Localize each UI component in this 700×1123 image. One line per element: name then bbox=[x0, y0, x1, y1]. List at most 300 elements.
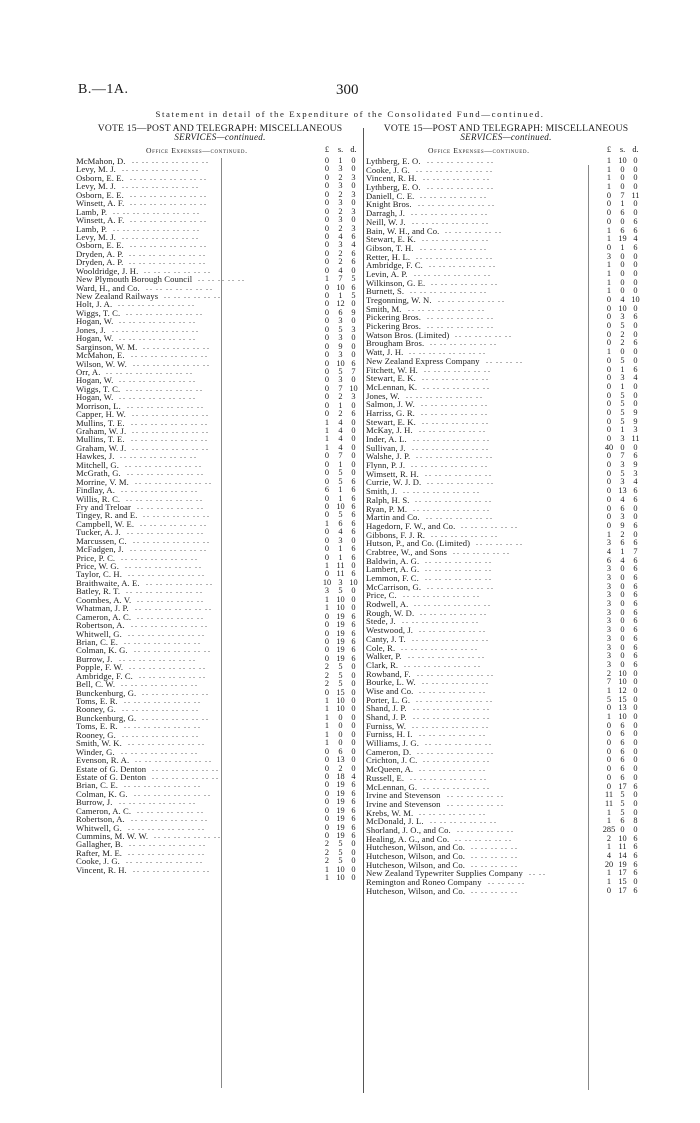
pence-value: 7 bbox=[351, 366, 356, 376]
leader-dots: . . . . . . . . . . . . . . . . bbox=[406, 390, 482, 400]
pence-value: 0 bbox=[633, 790, 638, 800]
pounds-value: 0 bbox=[324, 459, 330, 469]
pence-value: 0 bbox=[351, 839, 356, 849]
pence-value: 6 bbox=[351, 814, 356, 824]
shillings-value: 0 bbox=[620, 286, 625, 296]
shillings-value: 1 bbox=[620, 546, 625, 556]
pounds-value: 3 bbox=[606, 538, 612, 548]
pounds-value: 0 bbox=[606, 303, 612, 313]
shillings-value: 5 bbox=[338, 366, 343, 376]
leader-dots: . . . . . . . . . . . . . . . . bbox=[403, 590, 479, 600]
shillings-value: 7 bbox=[620, 451, 625, 461]
shillings-value: 5 bbox=[620, 407, 625, 417]
pounds-value: 0 bbox=[324, 358, 330, 368]
payee-name: Stewart, E. K. bbox=[366, 373, 416, 384]
payee-name: Watt, J. H. bbox=[366, 347, 404, 358]
leader-dots: . . . . . . . . . . . . . . . . bbox=[131, 350, 207, 360]
payee-name: Bunckenburg, G. bbox=[76, 712, 137, 723]
left-vote-subtitle: SERVICES—continued. bbox=[174, 132, 266, 142]
leader-dots: . . . . . . . . . . . . . . . . bbox=[132, 426, 208, 435]
leader-dots: . . . . . . . . . . . . . . bbox=[431, 529, 497, 539]
pounds-value: 0 bbox=[606, 312, 612, 322]
payee-name: Clark, R. bbox=[366, 659, 399, 670]
page-id: B.—1A. bbox=[78, 82, 129, 97]
pounds-value: 1 bbox=[606, 173, 612, 183]
shillings-value: 6 bbox=[338, 746, 343, 756]
pence-value: 0 bbox=[633, 824, 638, 834]
table-row bbox=[366, 452, 646, 461]
pounds-value: 0 bbox=[606, 355, 612, 365]
payee-name: Shorland, J. O., and Co. bbox=[366, 824, 451, 835]
pence-value: 0 bbox=[351, 721, 356, 731]
leader-dots: . . . . . . . . . . . . . . . . bbox=[130, 215, 206, 225]
shillings-value: 0 bbox=[620, 277, 625, 287]
payee-name: Irvine and Stevenson bbox=[366, 798, 441, 809]
pounds-value: 1 bbox=[606, 156, 612, 165]
pence-value: 6 bbox=[351, 485, 356, 495]
payee-name: Levy, M. J. bbox=[76, 164, 116, 175]
leader-dots: . . . . . . . . . . . . . . . . bbox=[410, 772, 486, 782]
payee-name: Retter, H. L. bbox=[366, 251, 411, 262]
leader-dots: . . . . . . . . . . . . . . . . bbox=[412, 442, 488, 452]
shillings-value: 0 bbox=[620, 182, 625, 192]
payee-name: Vincent, R. H. bbox=[366, 173, 417, 184]
table-row bbox=[76, 554, 364, 562]
leader-dots: . . . . . . . . . . . . . . . . bbox=[122, 729, 198, 739]
pounds-value: 3 bbox=[606, 590, 612, 600]
shillings-value: 6 bbox=[620, 746, 625, 756]
leader-dots: . . . . . . . . . . . . . . . . bbox=[132, 442, 208, 452]
payee-name: Estate of G. Denton bbox=[76, 763, 147, 774]
leader-dots: . . . . . . . . . . . . . . . . bbox=[414, 268, 490, 278]
shillings-value: 0 bbox=[620, 347, 625, 357]
payee-name: Osborn, E. E. bbox=[76, 240, 124, 251]
pence-value: 6 bbox=[351, 780, 356, 790]
pence-value: 0 bbox=[633, 173, 638, 183]
table-row bbox=[76, 545, 364, 553]
payee-name: McDonald, J. L. bbox=[366, 816, 424, 827]
pence-value: 6 bbox=[633, 633, 638, 643]
pounds-value: 11 bbox=[605, 798, 613, 808]
shillings-value: 6 bbox=[620, 729, 625, 739]
pence-value: 0 bbox=[633, 156, 638, 165]
payee-name: Batley, R. T. bbox=[76, 586, 121, 597]
leader-dots: . . . . . . . . . . . . . . . . bbox=[119, 375, 195, 385]
pence-value: 0 bbox=[351, 738, 356, 748]
pence-value: 6 bbox=[351, 231, 356, 241]
payee-name: McCarrison, G. bbox=[366, 581, 422, 592]
leader-dots: . . . . . . . . . . . . . . bbox=[423, 173, 489, 183]
pence-value: 0 bbox=[633, 399, 638, 409]
shillings-value: 1 bbox=[620, 199, 625, 209]
pence-value: 0 bbox=[633, 277, 638, 287]
shillings-value: 19 bbox=[336, 780, 345, 790]
payee-name: Rafter, M. E. bbox=[76, 847, 123, 858]
pounds-value: 1 bbox=[606, 685, 612, 695]
payee-name: Wiggs, T. C. bbox=[76, 383, 121, 394]
table-row bbox=[366, 704, 646, 713]
pence-value: 3 bbox=[351, 223, 356, 233]
pence-value: 0 bbox=[351, 864, 356, 874]
leader-dots: . . . . . . . . . . . . . . . . bbox=[127, 468, 203, 478]
pounds-value: 1 bbox=[324, 442, 330, 452]
leader-dots: . . . . . . . . . . . . . . . . bbox=[134, 645, 210, 655]
payee-name: Salmon, J. W. bbox=[366, 399, 415, 410]
payee-name: Coombes, A. V. bbox=[76, 594, 132, 605]
pence-value: 8 bbox=[633, 816, 638, 826]
pounds-value: 0 bbox=[324, 755, 330, 765]
shillings-value: 1 bbox=[338, 291, 343, 300]
shillings-value: 2 bbox=[338, 257, 343, 267]
shillings-value: 5 bbox=[338, 586, 343, 596]
payee-name: Cameron, A. C. bbox=[76, 611, 132, 622]
shillings-value: 12 bbox=[618, 685, 627, 695]
shillings-value: 3 bbox=[620, 373, 625, 383]
payee-name: McQueen, A. bbox=[366, 764, 414, 775]
shillings-value: 5 bbox=[338, 662, 343, 672]
payee-name: Mullins, T. E. bbox=[76, 434, 125, 445]
shillings-value: 10 bbox=[618, 677, 627, 687]
pence-value: 0 bbox=[351, 662, 356, 672]
leader-dots: . . . . . . . . . . . . . . bbox=[146, 577, 212, 587]
payee-name: Levy, M. J. bbox=[76, 181, 116, 192]
pounds-value: 0 bbox=[606, 468, 612, 478]
leader-dots: . . . . . . . . . . . . . . bbox=[427, 182, 493, 192]
leader-dots: . . . . . . . . . . . . . . . . bbox=[131, 417, 207, 427]
pounds-value: 285 bbox=[602, 824, 616, 834]
pounds-value: 0 bbox=[606, 885, 612, 895]
pence-value: 0 bbox=[351, 400, 356, 410]
payee-name: Jones, W. bbox=[366, 390, 400, 401]
shillings-value: 4 bbox=[338, 426, 343, 435]
shillings-value: 10 bbox=[336, 594, 345, 604]
payee-name: Hutcheson, Wilson, and Co. bbox=[366, 859, 466, 870]
shillings-value: 3 bbox=[620, 512, 625, 522]
pounds-value: 0 bbox=[324, 375, 330, 385]
shillings-value: 10 bbox=[336, 358, 345, 368]
pounds-value: 0 bbox=[324, 366, 330, 376]
pounds-value: 0 bbox=[324, 265, 330, 275]
pounds-value: 0 bbox=[324, 383, 330, 393]
leader-dots: . . . . . . . . . . . . . . . . bbox=[130, 189, 206, 199]
payee-name: Ambridge, F. C. bbox=[76, 670, 133, 681]
payee-name: Brougham Bros. bbox=[366, 338, 425, 349]
table-row bbox=[76, 874, 364, 882]
shillings-value: 0 bbox=[620, 268, 625, 278]
leader-dots: . . . . . . . . . . . . . . bbox=[137, 805, 203, 815]
pence-value: 0 bbox=[633, 347, 638, 357]
pence-value: 11 bbox=[631, 190, 640, 200]
shillings-value: 0 bbox=[620, 633, 625, 643]
payee-name: Popple, F. W. bbox=[76, 662, 124, 673]
leader-dots: . . . . . . . . . . . . . . . . bbox=[121, 552, 197, 562]
pence-value: 0 bbox=[351, 561, 356, 570]
leader-dots: . . . . . . . . . . . . . . bbox=[430, 338, 496, 348]
payee-name: McFadgen, J. bbox=[76, 544, 124, 555]
pence-value: 0 bbox=[351, 198, 356, 208]
pence-value: 6 bbox=[351, 358, 356, 368]
pence-value: 3 bbox=[351, 206, 356, 216]
pounds-value: 3 bbox=[324, 586, 330, 596]
shillings-value: 10 bbox=[618, 156, 627, 165]
shillings-value: 3 bbox=[338, 375, 343, 385]
left-rows bbox=[76, 157, 364, 883]
table-row bbox=[76, 714, 364, 722]
leader-dots: . . . . . . . . . . . . . . bbox=[419, 729, 485, 739]
payee-name: Hogan, W. bbox=[76, 316, 114, 327]
shillings-value: 1 bbox=[620, 425, 625, 435]
payee-name: Burrow, J. bbox=[76, 653, 113, 664]
pounds-value: 2 bbox=[606, 668, 612, 678]
leader-dots: . . . . . . . . . . . . . . bbox=[421, 407, 487, 417]
payee-name: Stede, J. bbox=[366, 616, 396, 627]
pence-value: 4 bbox=[351, 771, 356, 781]
leader-dots: . . . . . . . . . . . . . . . . bbox=[122, 181, 198, 191]
shillings-value: 1 bbox=[338, 552, 343, 562]
pence-value: 0 bbox=[351, 468, 356, 478]
shillings-value: 4 bbox=[338, 417, 343, 427]
shillings-value: 1 bbox=[338, 485, 343, 495]
pence-value: 0 bbox=[351, 586, 356, 596]
shillings-value: 10 bbox=[618, 668, 627, 678]
pounds-value: 0 bbox=[606, 477, 612, 487]
pounds-value: 2 bbox=[324, 847, 330, 857]
pounds-value: 0 bbox=[324, 636, 330, 646]
shillings-header: s. bbox=[619, 145, 626, 154]
pence-value: 3 bbox=[351, 324, 356, 334]
shillings-value: 19 bbox=[336, 636, 345, 646]
shillings-header: s. bbox=[337, 145, 344, 154]
payee-name: Ward, H., and Co. bbox=[76, 282, 140, 293]
leader-dots: . . . . . . . . . . . . . . . . . . bbox=[112, 324, 198, 334]
leader-dots: . . . . . . . . . . . . . . bbox=[142, 687, 208, 697]
leader-dots: . . . . . . . . . . . . . . . . bbox=[132, 409, 208, 419]
payee-name: Inder, A. L. bbox=[366, 434, 407, 444]
payee-name: Morrison, L. bbox=[76, 400, 121, 411]
shillings-value: 1 bbox=[338, 400, 343, 410]
leader-dots: . . . . . . . . . . . . . . . . bbox=[129, 248, 205, 258]
right-section-label: Office Expenses—continued. bbox=[428, 146, 530, 155]
leader-dots: . . . . . . . . . . . . . . bbox=[438, 295, 504, 304]
pence-value: 6 bbox=[633, 555, 638, 565]
payee-name: Osborn, E. E. bbox=[76, 172, 124, 183]
payee-name: Hutcheson, Wilson, and Co. bbox=[366, 885, 466, 896]
payee-name: Colman, K. G. bbox=[76, 645, 128, 656]
pounds-value: 0 bbox=[606, 720, 612, 730]
payee-name: Morrine, V. M. bbox=[76, 476, 129, 487]
payee-name: Currie, W. J. D. bbox=[366, 477, 422, 488]
pence-value: 0 bbox=[633, 729, 638, 739]
shillings-value: 5 bbox=[620, 416, 625, 426]
pounds-value: 1 bbox=[606, 234, 612, 244]
pence-value: 6 bbox=[351, 527, 356, 537]
payee-name: Graham, W. J. bbox=[76, 442, 127, 453]
shillings-value: 10 bbox=[618, 833, 627, 843]
pounds-value: 1 bbox=[606, 816, 612, 826]
pounds-value: 0 bbox=[324, 189, 330, 199]
shillings-value: 3 bbox=[620, 460, 625, 470]
table-row bbox=[76, 689, 364, 697]
pounds-value: 0 bbox=[324, 788, 330, 798]
pence-header: d. bbox=[350, 145, 357, 154]
leader-dots: . . . . . . . . . . . . . . . . bbox=[128, 569, 204, 579]
payee-name: Levin, A. P. bbox=[366, 268, 408, 279]
pounds-value: 0 bbox=[324, 257, 330, 267]
shillings-value: 10 bbox=[336, 696, 345, 705]
pence-value: 6 bbox=[351, 645, 356, 655]
leader-dots: . . . . . . . . . . . . bbox=[457, 824, 513, 834]
pounds-value: 20 bbox=[604, 859, 614, 869]
payee-name: Cooke, J. G. bbox=[366, 164, 410, 175]
leader-dots: . . . . . . . . . . . . . . bbox=[421, 399, 487, 409]
shillings-value: 4 bbox=[338, 442, 343, 452]
payee-name: Taylor, C. H. bbox=[76, 569, 122, 580]
leader-dots: . . . . . . . . . . . . . . . . bbox=[124, 721, 200, 731]
pence-value: 10 bbox=[631, 295, 640, 304]
shillings-value: 15 bbox=[336, 687, 345, 697]
shillings-value: 7 bbox=[338, 383, 343, 393]
payee-name: McLennan, G. bbox=[366, 781, 418, 792]
pounds-value: 0 bbox=[324, 780, 330, 790]
payee-name: Wooldridge, J. H. bbox=[76, 265, 139, 276]
shillings-value: 3 bbox=[620, 477, 625, 487]
payee-name: Campbell, W. E. bbox=[76, 518, 135, 529]
pounds-value: 0 bbox=[324, 476, 330, 486]
table-row bbox=[366, 279, 646, 288]
pence-value: 6 bbox=[633, 781, 638, 791]
shillings-value: 17 bbox=[618, 885, 627, 895]
pounds-value: 1 bbox=[606, 712, 612, 721]
pence-value: 0 bbox=[633, 512, 638, 522]
shillings-value: 0 bbox=[620, 216, 625, 226]
table-row bbox=[366, 887, 646, 896]
pence-value: 6 bbox=[633, 338, 638, 348]
leader-dots: . . . . . . . . . . . . . . bbox=[425, 573, 491, 582]
pounds-value: 0 bbox=[606, 329, 612, 339]
pence-value: 6 bbox=[351, 628, 356, 638]
pence-value: 6 bbox=[351, 501, 356, 511]
leader-dots: . . . . . . . . . . . . . . . . bbox=[128, 628, 204, 638]
pounds-value: 0 bbox=[324, 797, 330, 807]
shillings-value: 0 bbox=[620, 251, 625, 261]
pence-value: 6 bbox=[633, 885, 638, 895]
pounds-value: 1 bbox=[324, 738, 330, 748]
leader-dots: . . . . . . . . . . . . . . bbox=[146, 282, 212, 292]
pence-value: 0 bbox=[351, 603, 356, 613]
payee-name: Rowband, F. bbox=[366, 668, 411, 679]
pence-value: 0 bbox=[633, 251, 638, 261]
pounds-value: 0 bbox=[606, 242, 612, 252]
payee-name: Marcussen, C. bbox=[76, 535, 127, 546]
table-row bbox=[76, 174, 364, 182]
shillings-value: 3 bbox=[338, 164, 343, 174]
shillings-value: 6 bbox=[620, 772, 625, 782]
pounds-value: 4 bbox=[606, 851, 612, 860]
shillings-value: 1 bbox=[620, 381, 625, 391]
pence-header: d. bbox=[632, 145, 639, 154]
pounds-value: 4 bbox=[606, 546, 612, 556]
shillings-value: 5 bbox=[620, 321, 625, 331]
pounds-value: 0 bbox=[324, 240, 330, 250]
pounds-value: 0 bbox=[324, 172, 330, 182]
pounds-value: 1 bbox=[324, 864, 330, 874]
pounds-value: 3 bbox=[606, 607, 612, 617]
pounds-value: 3 bbox=[606, 616, 612, 626]
leader-dots: . . . . . . . . . . . . bbox=[455, 833, 511, 843]
pence-value: 0 bbox=[351, 299, 356, 309]
payee-name: Stewart, E. K. bbox=[366, 234, 416, 245]
pence-value: 4 bbox=[633, 234, 638, 244]
table-row bbox=[366, 591, 646, 600]
leader-dots: . . . . . . . . . . . . bbox=[453, 546, 509, 556]
pounds-value: 0 bbox=[606, 460, 612, 470]
leader-dots: . . . . . . . . . . . . . . . . bbox=[133, 358, 209, 368]
pence-value: 0 bbox=[351, 746, 356, 756]
leader-dots: . . . . . . . . . . . . . . bbox=[423, 755, 489, 765]
pence-value: 6 bbox=[351, 569, 356, 579]
shillings-value: 11 bbox=[336, 561, 345, 570]
pence-value: 11 bbox=[631, 434, 640, 443]
shillings-value: 6 bbox=[620, 720, 625, 730]
leader-dots: . . . . . . . . . . bbox=[471, 851, 517, 860]
pounds-value: 6 bbox=[324, 485, 330, 495]
leader-dots: . . . . . . . . . . . . . . . . bbox=[131, 814, 207, 824]
payee-name: Stewart, E. K. bbox=[366, 416, 416, 427]
table-row bbox=[76, 866, 364, 874]
pounds-value: 7 bbox=[606, 677, 612, 687]
payee-name: Williams, J. G. bbox=[366, 738, 419, 749]
leader-dots: . . . . . . . . . . . . . . bbox=[422, 416, 488, 426]
leader-dots: . . . . . . . . . . . . . . bbox=[425, 564, 491, 574]
leader-dots: . . . . . . . . . . . . . . . . bbox=[412, 216, 488, 226]
shillings-value: 3 bbox=[338, 535, 343, 545]
leader-dots: . . . . . . . . . . . . . . . . bbox=[402, 616, 478, 626]
shillings-value: 7 bbox=[338, 274, 343, 284]
pence-value: 6 bbox=[351, 831, 356, 840]
payee-name: Darragh, J. bbox=[366, 208, 406, 219]
pounds-value: 3 bbox=[606, 573, 612, 582]
pence-value: 0 bbox=[351, 856, 356, 866]
pounds-value: 0 bbox=[606, 738, 612, 748]
pounds-value: 0 bbox=[324, 535, 330, 545]
leader-dots: . . . . . . . . . . . . . . . . bbox=[130, 240, 206, 250]
payee-name: Lamb, P. bbox=[76, 223, 108, 234]
leader-dots: . . . . . . . . . . . . . . bbox=[422, 234, 488, 244]
payee-name: Price, W. G. bbox=[76, 561, 119, 571]
payee-name: Robertson, A. bbox=[76, 620, 125, 631]
shillings-value: 3 bbox=[338, 198, 343, 208]
leader-dots: . . . . . . . . . . . . bbox=[455, 329, 511, 339]
table-row bbox=[76, 773, 364, 781]
shillings-value: 5 bbox=[338, 839, 343, 849]
shillings-value: 1 bbox=[338, 493, 343, 503]
payee-name: Wilkinson, G. E. bbox=[366, 277, 426, 288]
pence-value: 6 bbox=[351, 636, 356, 646]
payee-name: New Zealand Typewriter Supplies Company bbox=[366, 868, 523, 879]
leader-dots: . . . . . . . . . . . . . . bbox=[427, 321, 493, 331]
pounds-value: 5 bbox=[606, 694, 612, 704]
leader-dots: . . . . . . . . . . . . . . . . bbox=[124, 636, 200, 646]
pence-value: 6 bbox=[351, 510, 356, 520]
shillings-value: 3 bbox=[338, 181, 343, 191]
payee-name: Burrow, J. bbox=[76, 797, 113, 808]
shillings-value: 1 bbox=[338, 544, 343, 554]
right-rows bbox=[366, 157, 646, 895]
leader-dots: . . . . . . . . . . . . . . bbox=[427, 581, 493, 591]
payee-name: Shand, J. P. bbox=[366, 703, 407, 714]
payee-name: Irvine and Stevenson bbox=[366, 790, 441, 801]
shillings-value: 3 bbox=[338, 333, 343, 343]
